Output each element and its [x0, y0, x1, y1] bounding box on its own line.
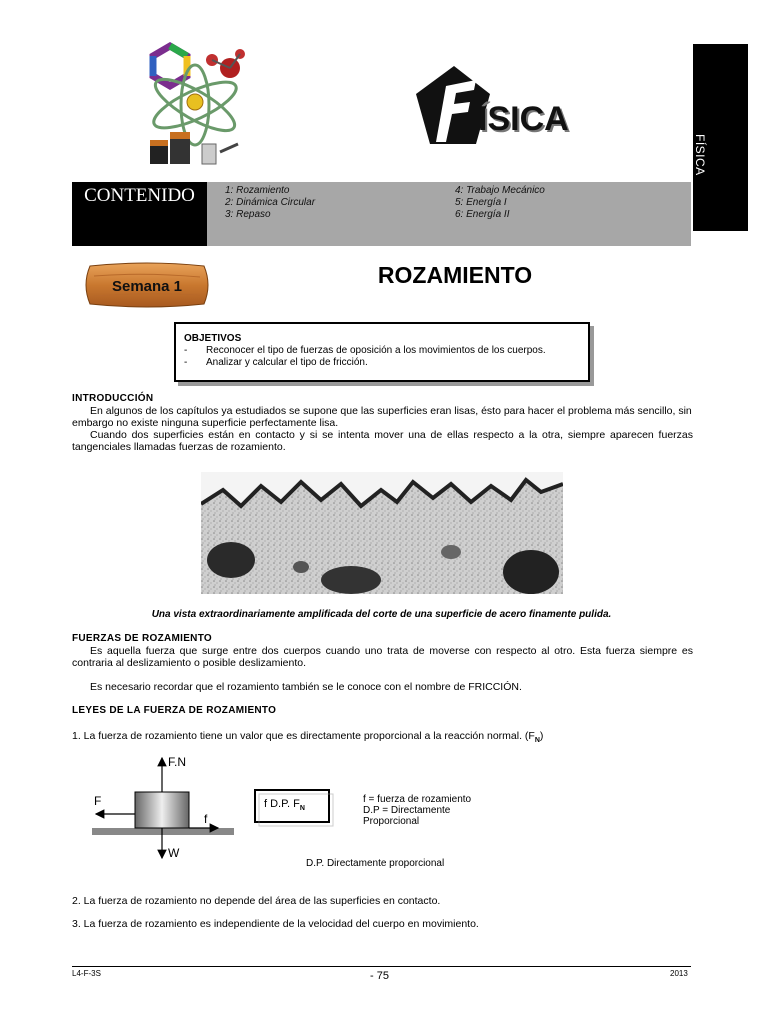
steel-surface-micrograph: [201, 472, 563, 594]
diagram-note: D.P. Directamente proporcional: [306, 858, 445, 869]
image-caption: Una vista extraordinariamente amplificada del corte de una superficie de acero finamente pulida.: [151, 609, 612, 620]
toc-left: [225, 185, 425, 221]
friction-force-label: f: [204, 812, 208, 826]
friction-diagram: [88, 752, 488, 870]
friction-paragraph-1: Es aquella fuerza que surge entre dos cuerpos cuando uno trata de moverse con respecto al otro. Esta fuerza siempre es contraria al deslizamiento o posible deslizamiento.: [72, 645, 693, 669]
fisica-logo-text: ÍSICA: [478, 100, 569, 138]
law-1: 1. La fuerza de rozamiento tiene un valor que es directamente proporcional a la reacción normal. $(F_N)$: [72, 730, 544, 745]
toc-item[interactable]: 6: Energía II: [455, 209, 510, 220]
footer-divider: [72, 966, 691, 967]
formula: f D.P. $F_N$: [264, 798, 305, 813]
fisica-logo: [414, 64, 599, 148]
toc-item[interactable]: 5: Energía I: [455, 197, 507, 208]
contents-label: [72, 182, 207, 246]
friction-heading: FUERZAS DE ROZAMIENTO: [72, 633, 213, 644]
intro-paragraph-1: En algunos de los capítulos ya estudiados se supone que las superficies eran lisas, ésto para hacer el problema más sencillo, sin embargo no existe ninguna superficie perfectamente lisa.: [72, 405, 692, 429]
objectives-heading: OBJETIVOS: [184, 333, 242, 344]
intro-paragraph-2: Cuando dos superficies están en contacto y si se intenta mover una de ellas respecto a la otra, siempre aparecen fuerzas tangenciales llamadas fuerzas de rozamiento.: [72, 429, 693, 453]
law-3: 3. La fuerza de rozamiento es independiente de la velocidad del cuerpo en movimiento.: [72, 918, 479, 930]
normal-force-label: F.N: [168, 755, 186, 769]
toc-item[interactable]: 2: Dinámica Circular: [225, 197, 316, 208]
objective-item: - Reconocer el tipo de fuerzas de oposición a los movimientos de los cuerpos.: [184, 345, 546, 356]
toc-item[interactable]: 4: Trabajo Mecánico: [455, 185, 545, 196]
intro-heading: INTRODUCCIÓN: [72, 393, 154, 404]
molecule-logo: [140, 40, 250, 168]
law-2: 2. La fuerza de rozamiento no depende del área de las superficies en contacto.: [72, 895, 441, 907]
diagram-legend: f = fuerza de rozamiento D.P = Directamente Proporcional: [363, 794, 472, 827]
objectives-box: [174, 322, 590, 382]
weight-label: W: [168, 846, 180, 860]
laws-heading: LEYES DE LA FUERZA DE ROZAMIENTO: [72, 705, 277, 716]
toc-item[interactable]: 3: Repaso: [225, 209, 271, 220]
week-badge: [84, 262, 210, 308]
toc-item[interactable]: 1: Rozamiento: [225, 185, 290, 196]
friction-paragraph-2: Es necesario recordar que el rozamiento también se le conoce con el nombre de FRICCIÓN.: [90, 681, 522, 693]
side-tab: [693, 44, 748, 231]
footer-code: L4-F-3S: [72, 969, 101, 978]
contents-label-text: CONTENIDO: [84, 185, 195, 206]
page-number: - 75: [370, 970, 389, 982]
page-title: ROZAMIENTO: [377, 262, 533, 288]
side-tab-label: FÍSICA: [693, 134, 707, 176]
applied-force-label: F: [94, 794, 102, 808]
toc-right: [455, 185, 655, 221]
objective-item: - Analizar y calcular el tipo de fricción.: [184, 357, 368, 368]
footer-year: 2013: [670, 969, 688, 978]
week-badge-label: Semana 1: [111, 278, 183, 295]
